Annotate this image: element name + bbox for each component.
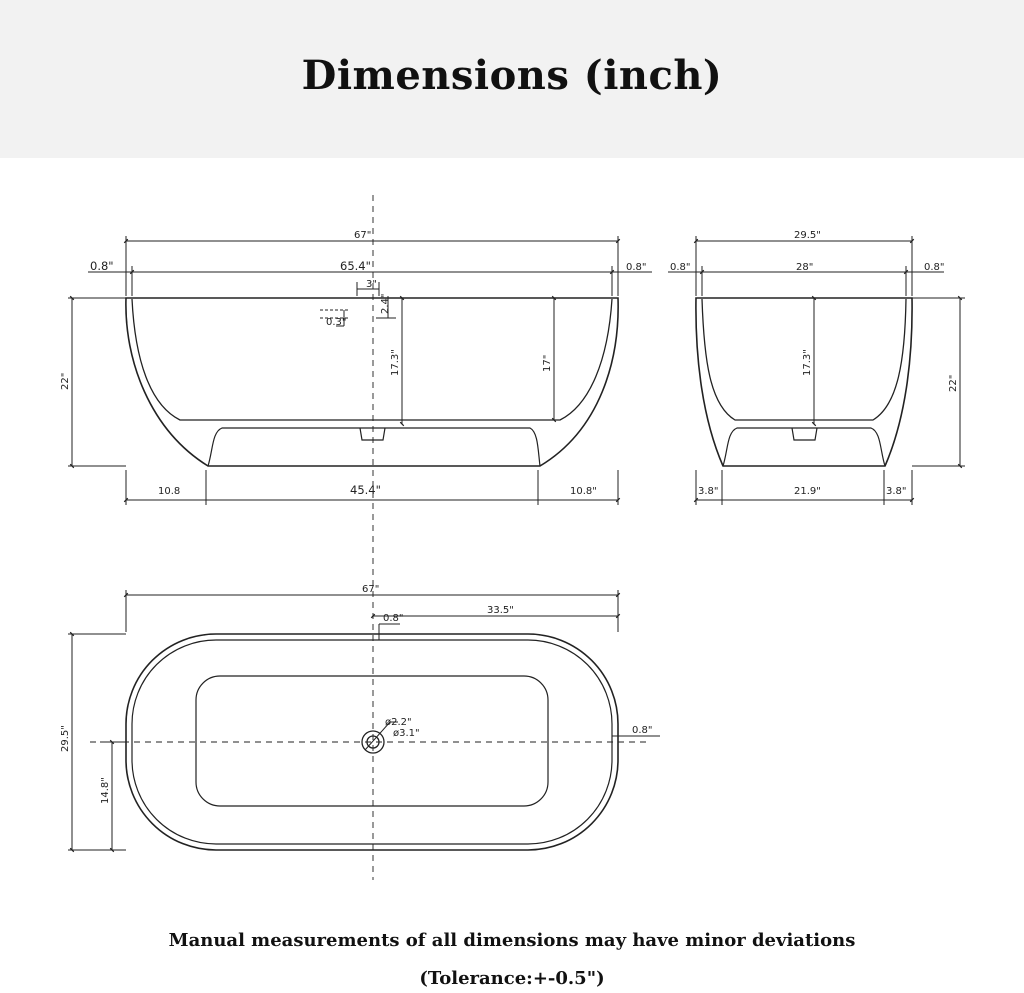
side-drain-notch bbox=[792, 428, 817, 440]
front-label-drain-height: 2.4" bbox=[380, 293, 391, 314]
side-label-base-width: 21.9" bbox=[794, 486, 821, 497]
side-label-rim-left: 0.8" bbox=[670, 262, 691, 273]
side-view bbox=[668, 236, 965, 505]
front-label-drain-offset: 3" bbox=[366, 279, 377, 290]
front-view bbox=[68, 236, 652, 505]
front-inner-basin bbox=[132, 299, 612, 420]
side-label-base-left: 3.8" bbox=[698, 486, 719, 497]
top-label-33-5: 33.5" bbox=[487, 605, 514, 616]
front-view-labels bbox=[60, 230, 647, 497]
front-base-cutout bbox=[208, 428, 540, 466]
top-label-drain-inner: ø2.2" bbox=[385, 717, 412, 728]
front-label-65-4: 65.4" bbox=[340, 259, 371, 273]
front-label-base-left: 10.8 bbox=[158, 486, 181, 497]
front-label-17-3: 17.3" bbox=[390, 349, 401, 376]
front-label-drain-step: 0.3" bbox=[326, 317, 347, 328]
top-label-drain-outer: ø3.1" bbox=[393, 728, 420, 739]
side-label-28: 28" bbox=[796, 262, 814, 273]
front-label-rim-left: 0.8" bbox=[90, 259, 114, 273]
tolerance-note: (Tolerance:+-0.5") bbox=[419, 968, 605, 989]
side-label-17-3: 17.3" bbox=[802, 349, 813, 376]
front-label-base-width: 45.4" bbox=[350, 483, 381, 497]
side-label-rim-right: 0.8" bbox=[924, 262, 945, 273]
top-label-14-8: 14.8" bbox=[100, 777, 111, 804]
front-label-22: 22" bbox=[60, 372, 71, 390]
top-view-labels bbox=[60, 584, 653, 804]
top-label-67: 67" bbox=[362, 584, 380, 595]
front-label-67: 67" bbox=[354, 230, 372, 241]
side-label-base-right: 3.8" bbox=[886, 486, 907, 497]
side-base-cutout bbox=[723, 428, 885, 466]
top-basin-floor bbox=[196, 676, 548, 806]
side-label-29-5: 29.5" bbox=[794, 230, 821, 241]
front-outer-shell bbox=[126, 298, 618, 466]
top-label-29-5: 29.5" bbox=[60, 725, 71, 752]
front-label-base-right: 10.8" bbox=[570, 486, 597, 497]
front-label-rim-right: 0.8" bbox=[626, 262, 647, 273]
top-label-rim-top: 0.8" bbox=[383, 613, 404, 624]
side-label-22: 22" bbox=[948, 374, 959, 392]
front-label-17: 17" bbox=[542, 354, 553, 372]
top-view bbox=[68, 590, 660, 850]
measurement-note: Manual measurements of all dimensions may have minor deviations bbox=[168, 930, 856, 951]
page-title: Dimensions (inch) bbox=[301, 52, 723, 99]
top-label-rim-right: 0.8" bbox=[632, 725, 653, 736]
